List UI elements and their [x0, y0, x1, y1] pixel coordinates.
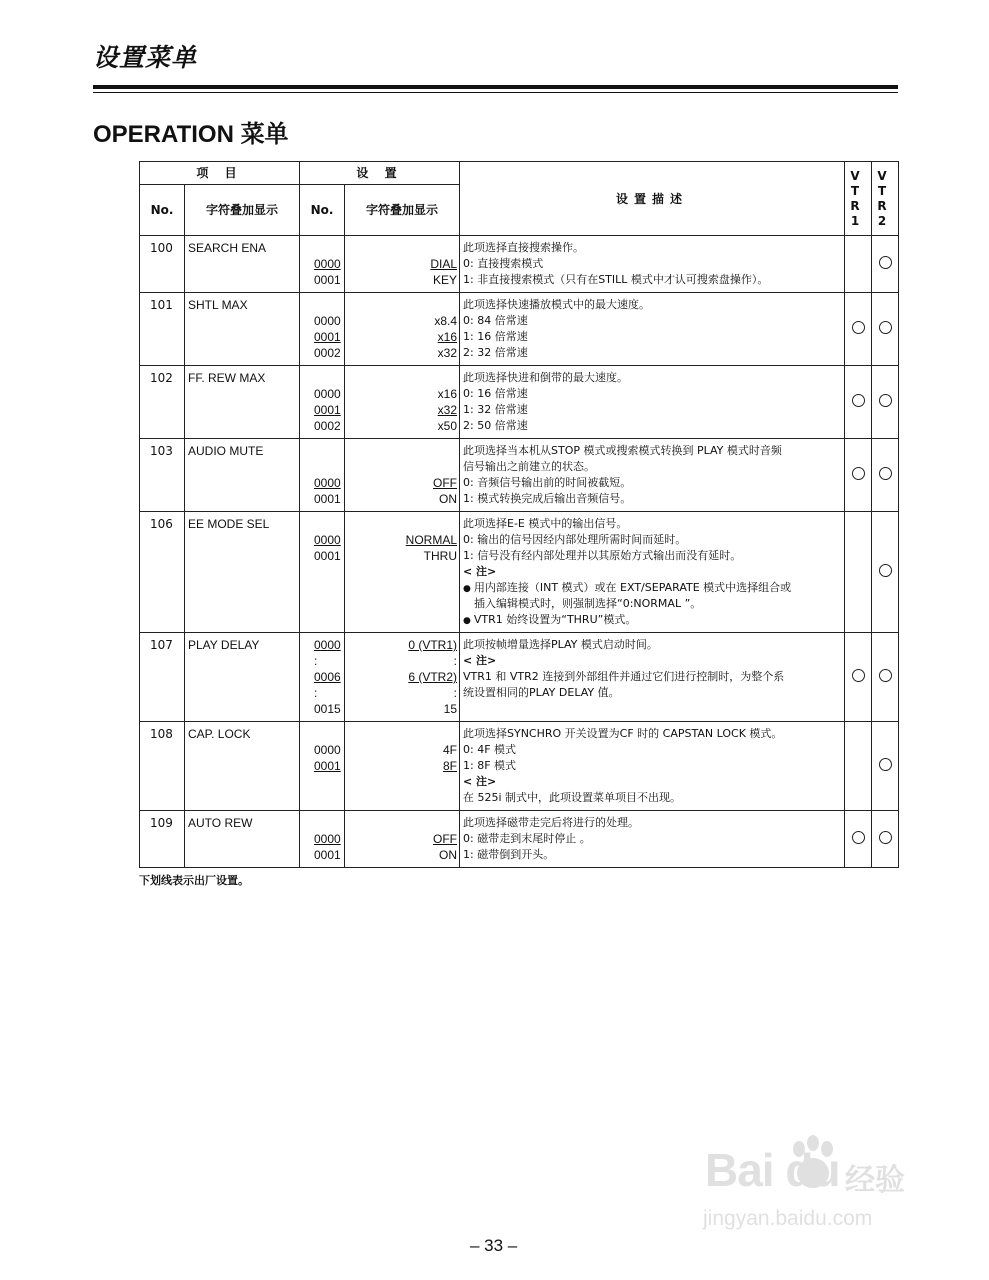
setting-value: 6 (VTR2) — [408, 670, 457, 684]
vtr1-supported-circle-icon — [852, 831, 865, 844]
setting-no: 0000 — [314, 476, 341, 490]
setting-value: KEY — [432, 273, 457, 287]
description-cell — [460, 811, 845, 868]
item-osd-cell: SEARCH ENA — [185, 236, 300, 293]
vtr1-cell — [845, 236, 872, 293]
setting-no: : — [314, 686, 318, 700]
vtr2-supported-circle-icon — [879, 394, 892, 407]
description-line: 此项选择E-E 模式中的输出信号。 — [463, 517, 628, 530]
vtr2-supported-circle-icon — [879, 564, 892, 577]
baidu-jingyan-watermark — [695, 1125, 925, 1245]
header-setting-osd: 字符叠加显示 — [345, 185, 460, 236]
vtr2-supported-circle-icon — [879, 256, 892, 269]
header-vtr1 — [845, 162, 872, 236]
description-line: 此项按帧增量选择PLAY 模式启动时间。 — [463, 638, 658, 651]
vtr1-cell — [845, 293, 872, 366]
header-item-osd: 字符叠加显示 — [185, 185, 300, 236]
setting-value: x32 — [437, 346, 457, 360]
description-cell — [460, 366, 845, 439]
setting-value: x16 — [437, 387, 457, 401]
header-rule-thick — [93, 85, 898, 89]
description-line: 信号输出之前建立的状态。 — [463, 460, 595, 473]
setting-value: x16 — [437, 330, 457, 344]
setting-no: : — [314, 654, 318, 668]
setting-value: 15 — [443, 702, 457, 716]
setting-no: 0000 — [314, 314, 341, 328]
setting-value: x8.4 — [434, 314, 457, 328]
item-no-cell: 101 — [140, 293, 185, 366]
vtr2-cell — [872, 366, 899, 439]
vtr1-cell — [845, 722, 872, 811]
item-no-cell: 107 — [140, 633, 185, 722]
header-vtr1-line: 1 — [850, 213, 866, 228]
item-osd-cell: SHTL MAX — [185, 293, 300, 366]
setting-osd-cell — [345, 236, 460, 293]
vtr2-supported-circle-icon — [879, 669, 892, 682]
header-item-no: No. — [140, 185, 185, 236]
description-cell — [460, 633, 845, 722]
setting-value: NORMAL — [405, 533, 457, 547]
watermark-url: jingyan.baidu.com — [703, 1207, 873, 1230]
description-line: 1: 8F 模式 — [463, 759, 517, 772]
vtr1-supported-circle-icon — [852, 467, 865, 480]
table-row — [140, 439, 899, 512]
header-setting-group: 设 置 — [300, 162, 460, 185]
header-setting-no: No. — [300, 185, 345, 236]
setting-value: 0 (VTR1) — [408, 638, 457, 652]
setting-osd-cell — [345, 293, 460, 366]
table-row — [140, 722, 899, 811]
item-osd-cell: AUDIO MUTE — [185, 439, 300, 512]
setting-value — [345, 516, 457, 532]
item-osd-cell: AUTO REW — [185, 811, 300, 868]
vtr2-cell — [872, 439, 899, 512]
menu-title: OPERATION 菜单 — [93, 121, 289, 148]
setting-no: 0001 — [314, 403, 341, 417]
description-line: 1: 模式转换完成后输出音频信号。 — [463, 492, 632, 505]
header-vtr1-line: T — [850, 183, 866, 198]
setting-no: 0006 — [314, 670, 341, 684]
vtr2-cell — [872, 236, 899, 293]
description-line: 1: 信号没有经内部处理并以其原始方式输出而没有延时。 — [463, 549, 742, 562]
setting-no — [314, 370, 344, 386]
description-cell — [460, 236, 845, 293]
setting-no — [314, 240, 344, 256]
setting-no-cell — [300, 633, 345, 722]
vtr1-supported-circle-icon — [852, 394, 865, 407]
setting-value: : — [453, 654, 457, 668]
setting-no-cell — [300, 439, 345, 512]
vtr1-supported-circle-icon — [852, 321, 865, 334]
header-vtr1-line: R — [850, 198, 866, 213]
setting-no: 0001 — [314, 549, 341, 563]
description-line: 2: 32 倍常速 — [463, 346, 528, 359]
item-no-cell: 106 — [140, 512, 185, 633]
description-cell — [460, 512, 845, 633]
footnote: 下划线表示出厂设置。 — [139, 874, 249, 887]
header-vtr2-line: R — [877, 198, 893, 213]
setting-no: 0000 — [314, 638, 341, 652]
vtr2-cell — [872, 512, 899, 633]
setting-no: 0001 — [314, 273, 341, 287]
header-description: 设置描述 — [460, 162, 845, 236]
item-no-cell: 103 — [140, 439, 185, 512]
setting-osd-cell — [345, 811, 460, 868]
header-vtr2 — [872, 162, 899, 236]
description-line: 0: 输出的信号因经内部处理所需时间而延时。 — [463, 533, 687, 546]
description-line: 0: 4F 模式 — [463, 743, 517, 756]
setting-no: 0002 — [314, 346, 341, 360]
description-line: 1: 非直接搜索模式（只有在STILL 模式中才认可搜索盘操作）。 — [463, 273, 769, 286]
setting-osd-cell — [345, 366, 460, 439]
item-no-cell: 100 — [140, 236, 185, 293]
setting-no — [314, 516, 344, 532]
setting-value: : — [453, 686, 457, 700]
setting-osd-cell — [345, 512, 460, 633]
vtr1-cell — [845, 512, 872, 633]
setting-value: ON — [439, 848, 457, 862]
setting-no — [314, 443, 344, 459]
vtr2-cell — [872, 633, 899, 722]
table-row — [140, 633, 899, 722]
watermark-jingyan-text: 经验 — [845, 1163, 905, 1198]
table-row — [140, 366, 899, 439]
vtr2-cell — [872, 811, 899, 868]
description-line: 此项选择当本机从STOP 模式或搜索模式转换到 PLAY 模式时音频 — [463, 444, 782, 457]
setting-no — [314, 459, 344, 475]
header-rule-thin — [93, 92, 898, 93]
description-line: < 注> — [463, 775, 497, 788]
setting-no: 0001 — [314, 759, 341, 773]
setting-no: 0001 — [314, 330, 341, 344]
setting-value — [345, 815, 457, 831]
setting-value: OFF — [433, 832, 457, 846]
setting-no-cell — [300, 236, 345, 293]
description-line: 0: 音频信号输出前的时间被截短。 — [463, 476, 632, 489]
setting-no: 0015 — [314, 702, 341, 716]
table-row — [140, 293, 899, 366]
vtr2-supported-circle-icon — [879, 321, 892, 334]
vtr1-supported-circle-icon — [852, 669, 865, 682]
setting-no-cell — [300, 293, 345, 366]
setting-value: 4F — [442, 743, 457, 757]
setting-no — [314, 726, 344, 742]
setting-value — [345, 370, 457, 386]
description-line: ● 用内部连接（INT 模式）或在 EXT/SEPARATE 模式中选择组合或 — [463, 580, 842, 596]
watermark-logo-text: Bai du — [705, 1144, 840, 1196]
description-line: 1: 32 倍常速 — [463, 403, 528, 416]
description-line: 0: 84 倍常速 — [463, 314, 528, 327]
description-line: 0: 直接搜索模式 — [463, 257, 544, 270]
vtr1-cell — [845, 439, 872, 512]
description-line: 在 525i 制式中，此项设置菜单项目不出现。 — [463, 791, 682, 804]
vtr1-cell — [845, 633, 872, 722]
description-line: 统设置相同的PLAY DELAY 值。 — [463, 686, 620, 699]
description-line: 此项选择SYNCHRO 开关设置为CF 时的 CAPSTAN LOCK 模式。 — [463, 727, 783, 740]
table-header-row-top — [140, 162, 899, 185]
description-line: 1: 磁带倒到开头。 — [463, 848, 555, 861]
vtr2-cell — [872, 722, 899, 811]
description-line: 插入编辑模式时，则强制选择“0:NORMAL ”。 — [463, 597, 702, 610]
setting-value — [345, 459, 457, 475]
item-osd-cell: CAP. LOCK — [185, 722, 300, 811]
description-line: 2: 50 倍常速 — [463, 419, 528, 432]
table-row — [140, 512, 899, 633]
description-line: 此项选择快速播放模式中的最大速度。 — [463, 298, 650, 311]
vtr2-supported-circle-icon — [879, 758, 892, 771]
item-no-cell: 102 — [140, 366, 185, 439]
description-line: 此项选择磁带走完后将进行的处理。 — [463, 816, 639, 829]
setting-no: 0000 — [314, 257, 341, 271]
setting-value — [345, 443, 457, 459]
setting-no: 0001 — [314, 848, 341, 862]
item-osd-cell: FF. REW MAX — [185, 366, 300, 439]
item-no-cell: 108 — [140, 722, 185, 811]
header-vtr2-line: V — [877, 168, 893, 183]
header-vtr2-line: 2 — [877, 213, 893, 228]
setting-value — [345, 297, 457, 313]
setting-value — [345, 726, 457, 742]
setting-no: 0000 — [314, 743, 341, 757]
setting-value: x50 — [437, 419, 457, 433]
section-title: 设置菜单 — [93, 43, 198, 72]
operation-menu-table — [139, 161, 899, 868]
setting-no: 0000 — [314, 533, 341, 547]
setting-value: ON — [439, 492, 457, 506]
page-number: – 33 – — [470, 1236, 518, 1255]
setting-no: 0000 — [314, 832, 341, 846]
description-line: 0: 磁带走到末尾时停止 。 — [463, 832, 591, 845]
setting-no-cell — [300, 512, 345, 633]
setting-no-cell — [300, 366, 345, 439]
table-row — [140, 236, 899, 293]
setting-no: 0002 — [314, 419, 341, 433]
setting-value: 8F — [442, 759, 457, 773]
vtr1-cell — [845, 811, 872, 868]
setting-no: 0001 — [314, 492, 341, 506]
description-line: 此项选择快进和倒带的最大速度。 — [463, 371, 628, 384]
setting-osd-cell — [345, 439, 460, 512]
description-line: VTR1 和 VTR2 连接到外部组件并通过它们进行控制时，为整个系 — [463, 670, 785, 683]
description-line: < 注> — [463, 654, 497, 667]
setting-no-cell — [300, 722, 345, 811]
setting-osd-cell — [345, 633, 460, 722]
header-vtr1-line: V — [850, 168, 866, 183]
description-line: 此项选择直接搜索操作。 — [463, 241, 584, 254]
vtr2-cell — [872, 293, 899, 366]
description-line: ● VTR1 始终设置为“THRU”模式。 — [463, 612, 842, 628]
description-line: 0: 16 倍常速 — [463, 387, 528, 400]
header-item-group: 项 目 — [140, 162, 300, 185]
description-line: < 注> — [463, 565, 497, 578]
table-body — [140, 236, 899, 868]
vtr1-cell — [845, 366, 872, 439]
setting-value: OFF — [433, 476, 457, 490]
setting-value — [345, 240, 457, 256]
setting-value: THRU — [423, 549, 457, 563]
setting-osd-cell — [345, 722, 460, 811]
setting-no: 0000 — [314, 387, 341, 401]
description-cell — [460, 293, 845, 366]
setting-value: DIAL — [430, 257, 457, 271]
vtr2-supported-circle-icon — [879, 831, 892, 844]
table-row — [140, 811, 899, 868]
setting-no — [314, 297, 344, 313]
item-osd-cell: EE MODE SEL — [185, 512, 300, 633]
item-no-cell: 109 — [140, 811, 185, 868]
setting-value: x32 — [437, 403, 457, 417]
vtr2-supported-circle-icon — [879, 467, 892, 480]
description-line: 1: 16 倍常速 — [463, 330, 528, 343]
description-cell — [460, 439, 845, 512]
description-cell — [460, 722, 845, 811]
item-osd-cell: PLAY DELAY — [185, 633, 300, 722]
setting-no — [314, 815, 344, 831]
header-vtr2-line: T — [877, 183, 893, 198]
setting-no-cell — [300, 811, 345, 868]
